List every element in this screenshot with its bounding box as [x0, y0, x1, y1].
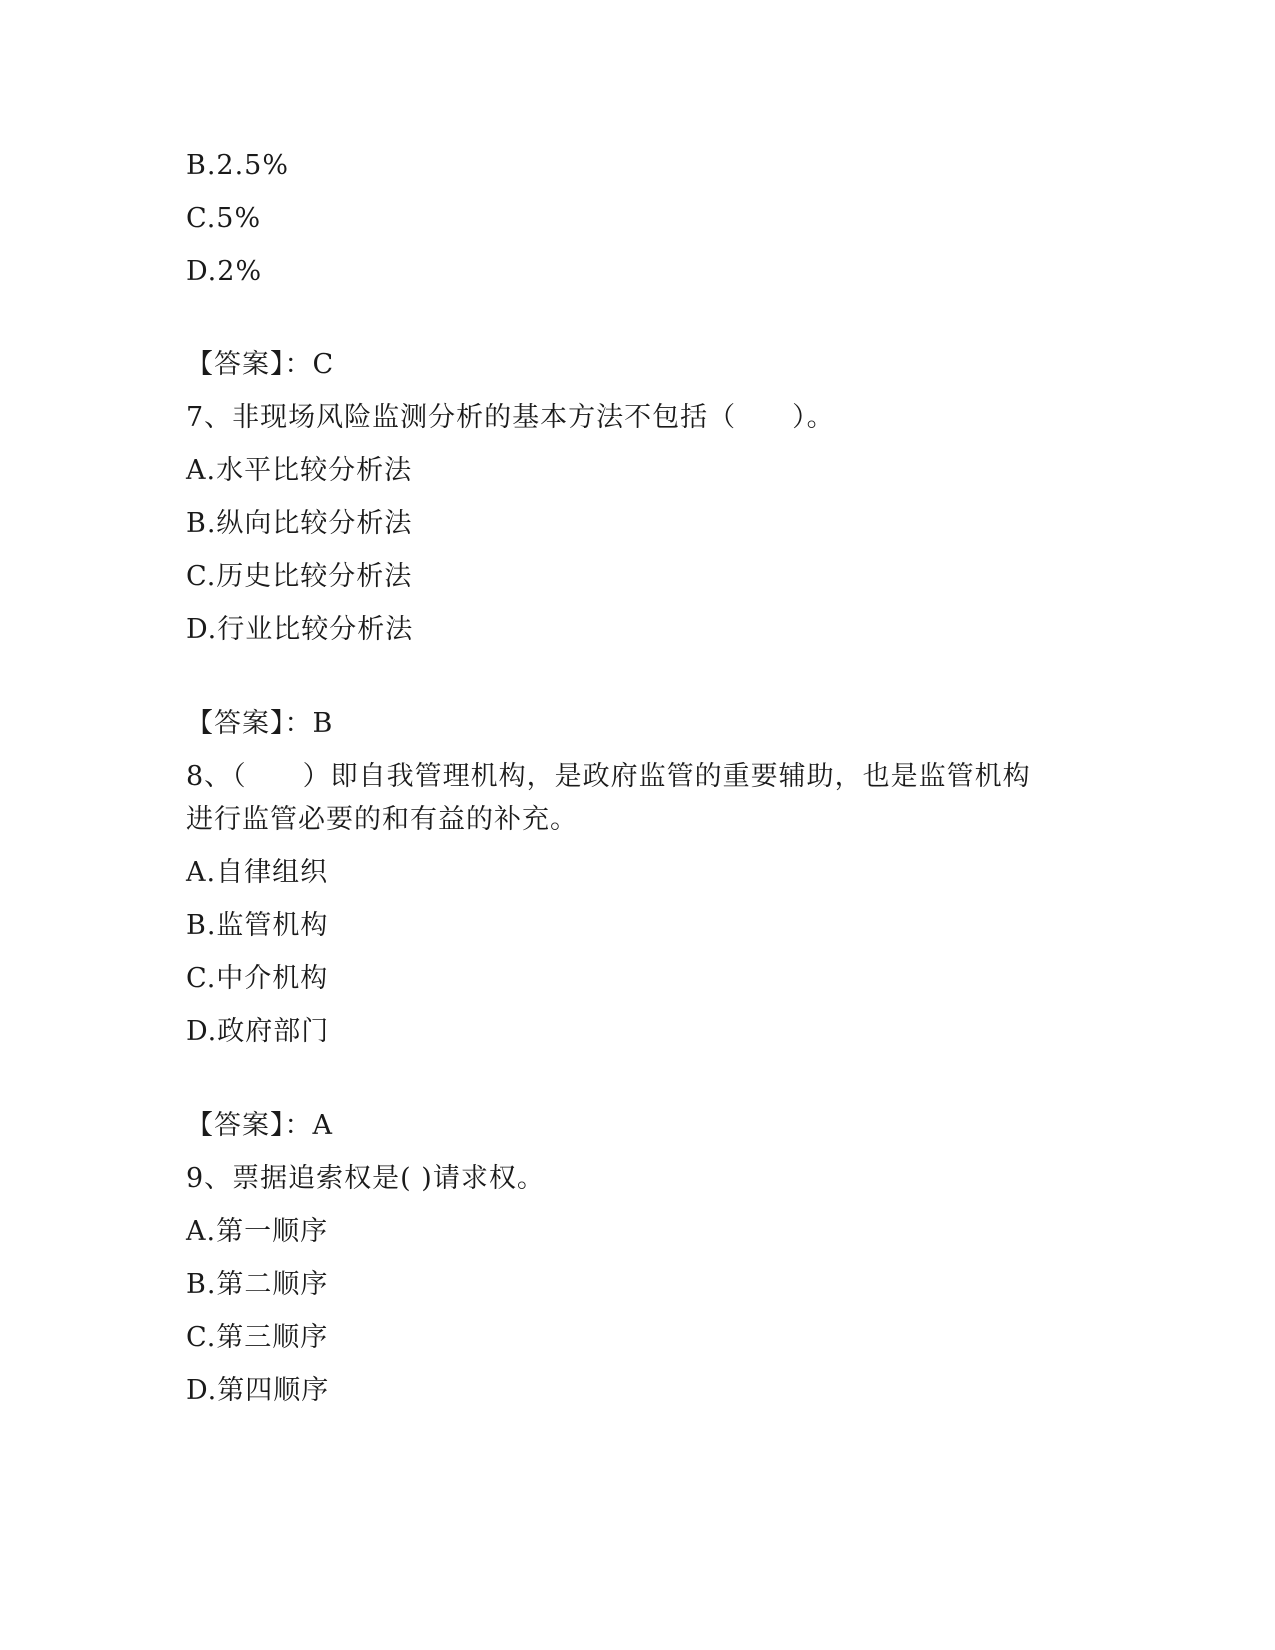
q8-stem-line-1: 8、（ ）即自我管理机构，是政府监管的重要辅助，也是监管机构 [186, 761, 1031, 792]
q9-option-a: A.第一顺序 [186, 1216, 329, 1247]
q7-option-a: A.水平比较分析法 [186, 455, 413, 486]
q6-option-b: B.2.5% [186, 150, 290, 181]
q7-option-b: B.纵向比较分析法 [186, 508, 413, 539]
q8-option-d: D.政府部门 [186, 1016, 330, 1047]
q9-option-b: B.第二顺序 [186, 1269, 329, 1300]
q7-stem: 7、非现场风险监测分析的基本方法不包括（ ）。 [186, 402, 835, 433]
q8-option-c: C.中介机构 [186, 963, 329, 994]
q8-answer: 【答案】：A [186, 1110, 333, 1141]
q9-option-c: C.第三顺序 [186, 1322, 329, 1353]
q8-option-b: B.监管机构 [186, 910, 329, 941]
q7-option-d: D.行业比较分析法 [186, 614, 414, 645]
q9-option-d: D.第四顺序 [186, 1375, 330, 1406]
q6-answer: 【答案】：C [186, 349, 335, 380]
q6-option-d: D.2% [186, 256, 263, 287]
q8-stem-line-2: 进行监管必要的和有益的补充。 [186, 804, 578, 835]
q8-option-a: A.自律组织 [186, 857, 329, 888]
q6-option-c: C.5% [186, 203, 262, 234]
q7-answer: 【答案】：B [186, 708, 334, 739]
q7-option-c: C.历史比较分析法 [186, 561, 413, 592]
q9-stem: 9、票据追索权是( )请求权。 [186, 1163, 545, 1194]
